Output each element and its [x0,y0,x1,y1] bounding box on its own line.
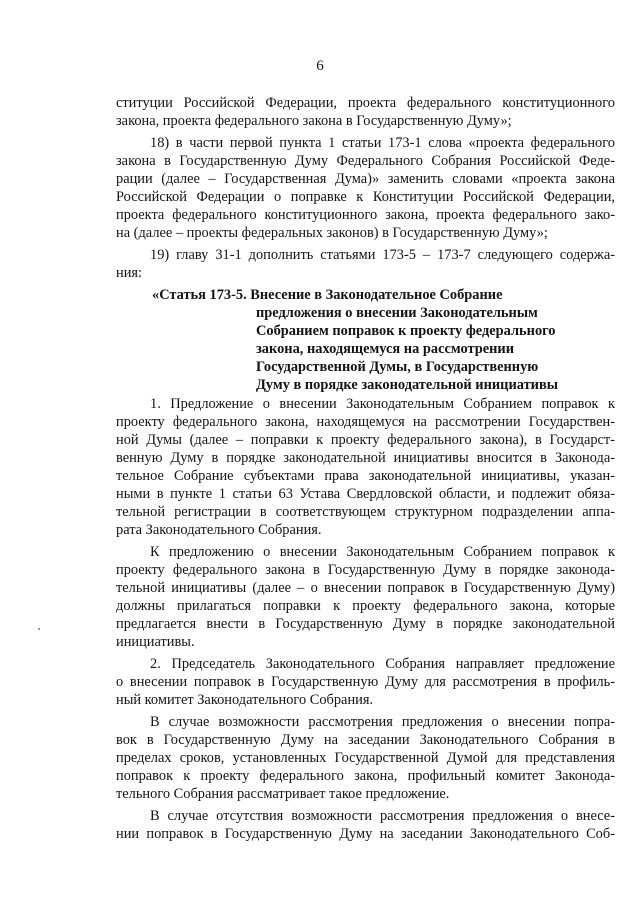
text-line: проекта федерального конституционного закона, проекта федерального зако- [116,207,615,223]
text-line: вок в Государственную Думу на заседании Законодательного Собрания в [116,732,615,748]
text-line: рации (далее – Государственная Дума)» заменить словами «проекта закона [116,171,615,187]
text-line: 2. Председатель Законодательного Собрания направляет предложение [150,656,615,672]
page-number: 6 [316,58,324,74]
text-line: тельной инициативы (далее – о внесении поправок в Государственную Думу) [116,580,615,596]
text-line: ный комитет Законодательного Собрания. [116,692,374,708]
article-heading: предложения о внесении Законодательным [256,305,538,321]
text-line: на (далее – проекты федеральных законов) в Государственную Думу»; [116,225,548,241]
text-line: тельной регистрации в соответствующем структурном подразделении аппа- [116,504,615,520]
text-line: тельного Собрания рассматривает такое предложение. [116,786,450,802]
text-line: предлагается внести в Государственную Думу в порядке законодательной [116,616,615,632]
text-line: ния: [116,265,143,281]
text-line: рата Законодательного Собрания. [116,522,322,538]
text-line: ными в пункте 1 статьи 63 Устава Свердловской области, и подлежит обяза- [116,486,615,502]
text-line: В случае отсутствия возможности рассмотрения предложения о внесе- [150,808,615,824]
article-heading: закона, находящемуся на рассмотрении [256,341,514,357]
text-line: инициативы. [116,634,195,650]
text-line: закона, проекта федерального закона в Государственную Думу»; [116,113,512,129]
article-heading: Собранием поправок к проекту федерального [256,323,556,339]
text-line: К предложению о внесении Законодательным Собранием поправок к [150,544,615,560]
text-line: закона в Государственную Думу Федерального Собрания Российской Феде- [116,153,615,169]
text-line: ституции Российской Федерации, проекта федерального конституционного [116,95,615,111]
text-line: В случае возможности рассмотрения предложения о внесении попра- [150,714,615,730]
text-line: ной Думы (далее – поправки к проекту федерального закона), в Государст- [116,432,615,448]
text-line: проекту федерального закона, находящемуся на рассмотрении Государствен- [116,414,615,430]
text-line: тельное Собрание субъектами права законодательной инициативы, указан- [116,468,615,484]
text-line: пределах сроков, установленных Государственной Думой для представления [116,750,615,766]
article-heading: «Статья 173-5. Внесение в Законодательное Собрание [152,287,503,303]
text-line: 1. Предложение о внесении Законодательным Собранием поправок к [150,396,615,412]
text-line: нии поправок в Государственную Думу на заседании Законодательного Соб- [116,826,615,842]
text-line: поправок к проекту федерального закона, профильный комитет Законода- [116,768,615,784]
text-line: проекту федерального закона в Государственную Думу в порядке законода- [116,562,615,578]
text-line: Российской Федерации о поправке к Конституции Российской Федерации, [116,189,615,205]
text-line: 18) в части первой пункта 1 статьи 173-1 слова «проекта федерального [150,135,615,151]
text-line: должны прилагаться поправки к проекту федерального закона, которые [116,598,615,614]
scan-speck [38,628,40,630]
text-line: 19) главу 31-1 дополнить статьями 173-5 – 173-7 следующего содержа- [150,247,615,263]
article-heading: Государственной Думы, в Государственную [256,359,539,375]
text-line: о внесении поправок в Государственную Думу для рассмотрения в профиль- [116,674,615,690]
text-line: венную Думу в порядке законодательной инициативы вносится в Законода- [116,450,615,466]
article-heading: Думу в порядке законодательной инициативы [256,377,558,393]
